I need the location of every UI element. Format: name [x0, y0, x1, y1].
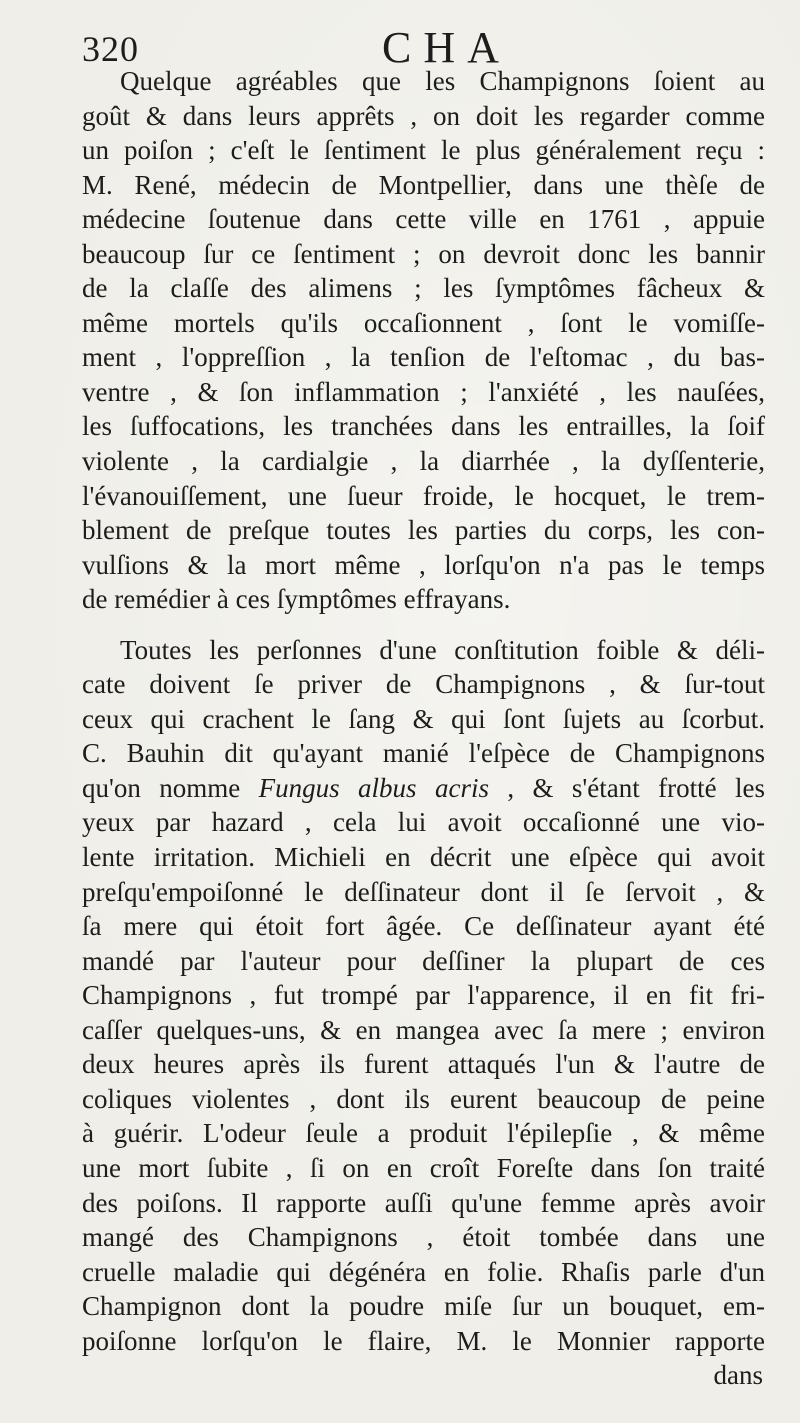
text-line: médecine ſoutenue dans cette ville en 1761 , appuie — [82, 204, 765, 235]
text-line: ment , l'oppreſſion , la tenſion de l'eſtomac , du bas- — [82, 342, 765, 373]
text-line: caſſer quelques-uns, & en mangea avec ſa mere ; environ — [82, 1014, 765, 1045]
text-line: cate doivent ſe priver de Champignons , & ſur-tout — [82, 669, 765, 700]
text-line: poiſonne lorſqu'on le flaire, M. le Monnier rapporte — [82, 1325, 765, 1356]
page-number: 320 — [82, 29, 139, 69]
text-line: de la claſſe des alimens ; les ſymptômes fâcheux & — [82, 273, 765, 304]
text-line: yeux par hazard , cela lui avoit occaſionné une vio- — [82, 807, 765, 838]
catchword: dans — [713, 1360, 763, 1391]
text-line: un poiſon ; c'eſt le ſentiment le plus généralement reçu : — [82, 135, 765, 166]
text-line: à guérir. L'odeur ſeule a produit l'épilepſie , & même — [82, 1118, 765, 1149]
text-line: une mort ſubite , ſi on en croît Foreſte dans ſon traité — [82, 1152, 765, 1183]
text-line: preſqu'empoiſonné le deſſinateur dont il ſe ſervoit , & — [82, 876, 765, 907]
text-line: de remédier à ces ſymptômes effrayans. — [82, 584, 511, 615]
text-line: goût & dans leurs apprêts , on doit les regarder comme — [82, 100, 765, 131]
paragraph-2 — [82, 633, 765, 1358]
text-line: deux heures après ils furent attaqués l'un & l'autre de — [82, 1049, 765, 1080]
text-line: C. Bauhin dit qu'ayant manié l'eſpèce de Champignons — [82, 738, 765, 769]
text-line: violente , la cardialgie , la diarrhée , la dyſſenterie, — [82, 446, 765, 477]
running-head: CHA — [382, 23, 511, 72]
text-line: Quelque agréables que les Champignons ſoient au — [120, 66, 765, 96]
text-line: coliques violentes , dont ils eurent beaucoup de peine — [82, 1083, 765, 1114]
page-header — [82, 22, 782, 70]
text-line: beaucoup ſur ce ſentiment ; on devroit donc les bannir — [82, 238, 765, 269]
text-line: Toutes les perſonnes d'une conſtitution foible & déli- — [120, 634, 765, 665]
text-line: l'évanouiſſement, une ſueur froide, le hocquet, le trem- — [82, 480, 765, 511]
text-line: blement de preſque toutes les parties du corps, les con- — [82, 515, 765, 546]
text-line: M. René, médecin de Montpellier, dans une thèſe de — [82, 169, 765, 200]
text-line: qu'on nomme Fungus albus acris , & s'étant frotté les — [82, 772, 766, 803]
text-line: Champignon dont la poudre miſe ſur un bouquet, em- — [82, 1291, 765, 1322]
text-line: les ſuffocations, les tranchées dans les entrailles, la ſoif — [82, 411, 765, 442]
text-line: même mortels qu'ils occaſionnent , ſont le vomiſſe- — [82, 307, 765, 338]
text-line: lente irritation. Michieli en décrit une eſpèce qui avoit — [82, 842, 765, 873]
text-line: ventre , & ſon inflammation ; l'anxiété , les nauſées, — [82, 376, 765, 407]
text-line: ſa mere qui étoit fort âgée. Ce deſſinateur ayant été — [82, 911, 765, 942]
paragraph-1 — [82, 64, 765, 617]
text-line: Champignons , fut trompé par l'apparence, il en fit fri- — [82, 980, 765, 1011]
latin-species-name: Fungus albus acris — [258, 772, 489, 803]
paragraph-gap — [82, 617, 765, 633]
text-line: vulſions & la mort même , lorſqu'on n'a pas le temps — [82, 549, 765, 580]
body-text — [82, 64, 765, 1392]
text-line: des poiſons. Il rapporte auſſi qu'une femme après avoir — [82, 1187, 765, 1218]
text-line: mandé par l'auteur pour deſſiner la plupart de ces — [82, 945, 765, 976]
text-line: ceux qui crachent le ſang & qui ſont ſujets au ſcorbut. — [82, 703, 765, 734]
text-line: cruelle maladie qui dégénéra en folie. Rhaſis parle d'un — [82, 1256, 765, 1287]
text-line: mangé des Champignons , étoit tombée dans une — [82, 1222, 765, 1253]
